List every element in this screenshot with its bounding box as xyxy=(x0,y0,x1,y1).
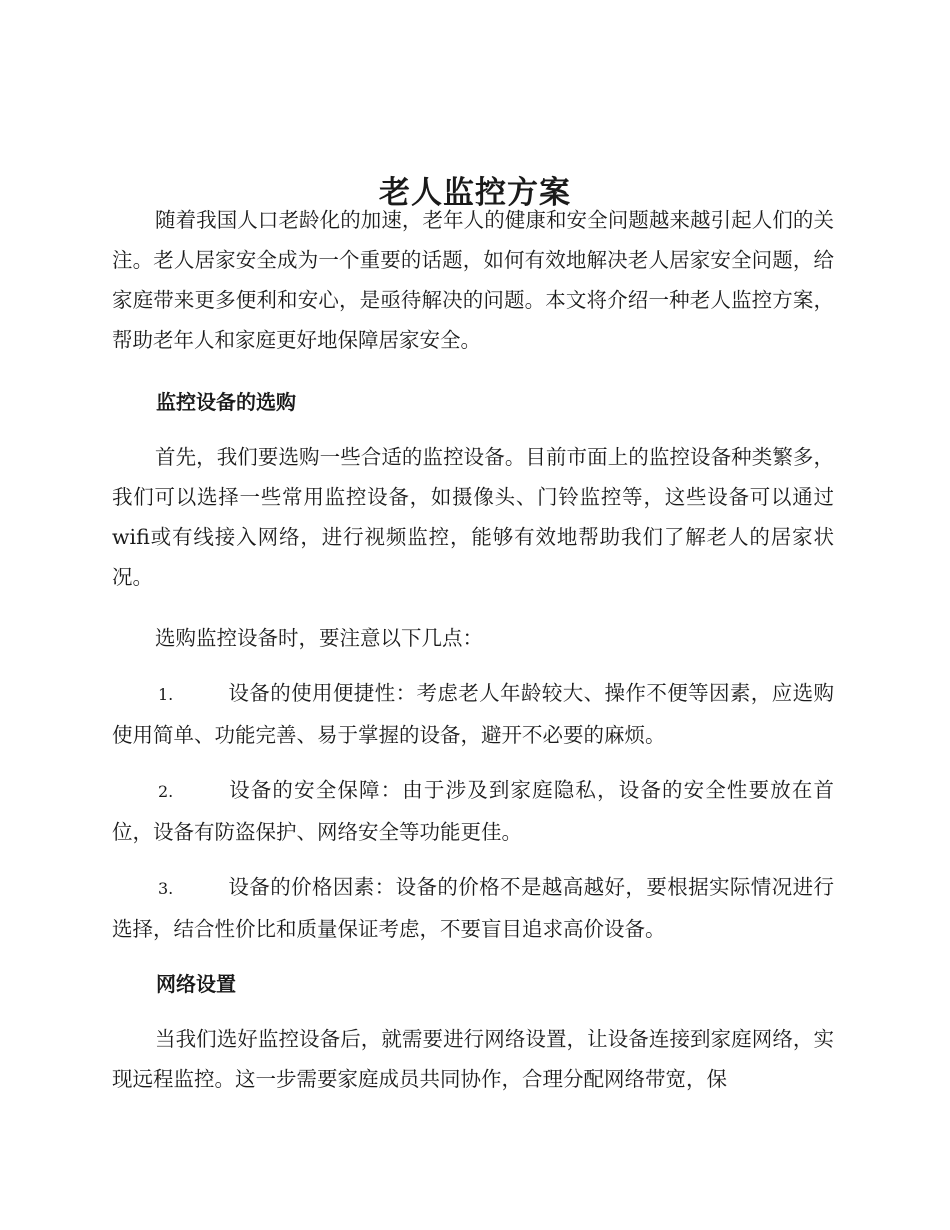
list-item-text: 设备的安全保障：由于涉及到家庭隐私，设备的安全性要放在首位，设备有防盗保护、网络安全等功能更佳。 xyxy=(112,778,834,844)
intro-paragraph: 随着我国人口老龄化的加速，老年人的健康和安全问题越来越引起人们的关注。老人居家安全成为一个重要的话题，如何有效地解决老人居家安全问题，给家庭带来更多便利和安心，是亟待解决的问题。本文将介绍一种老人监控方案，帮助老年人和家庭更好地保障居家安全。 xyxy=(112,208,834,352)
list-item xyxy=(112,867,834,949)
section-heading-device-purchase: 监控设备的选购 xyxy=(156,390,296,414)
purchase-notes-intro: 选购监控设备时，要注意以下几点： xyxy=(155,626,483,650)
document-title: 老人监控方案 xyxy=(379,174,571,211)
device-purchase-paragraph: 首先，我们要选购一些合适的监控设备。目前市面上的监控设备种类繁多，我们可以选择一些常用监控设备，如摄像头、门铃监控等，这些设备可以通过wifi或有线接入网络，进行视频监控，能够有效地帮助我们了解老人的居家状况。 xyxy=(112,445,834,589)
list-item-text: 设备的价格因素：设备的价格不是越高越好，要根据实际情况进行选择，结合性价比和质量保证考虑，不要盲目追求高价设备。 xyxy=(112,875,834,941)
list-item-number: 1. xyxy=(158,685,174,704)
list-item xyxy=(112,673,834,755)
list-item xyxy=(112,770,834,852)
network-setup-paragraph: 当我们选好监控设备后，就需要进行网络设置，让设备连接到家庭网络，实现远程监控。这一步需要家庭成员共同协作，合理分配网络带宽，保 xyxy=(112,1027,834,1091)
list-item-number: 3. xyxy=(158,879,174,898)
list-item-number: 2. xyxy=(158,782,174,801)
section-heading-network-setup: 网络设置 xyxy=(156,972,236,996)
list-item-text: 设备的使用便捷性：考虑老人年龄较大、操作不便等因素，应选购使用简单、功能完善、易于掌握的设备，避开不必要的麻烦。 xyxy=(112,681,834,747)
